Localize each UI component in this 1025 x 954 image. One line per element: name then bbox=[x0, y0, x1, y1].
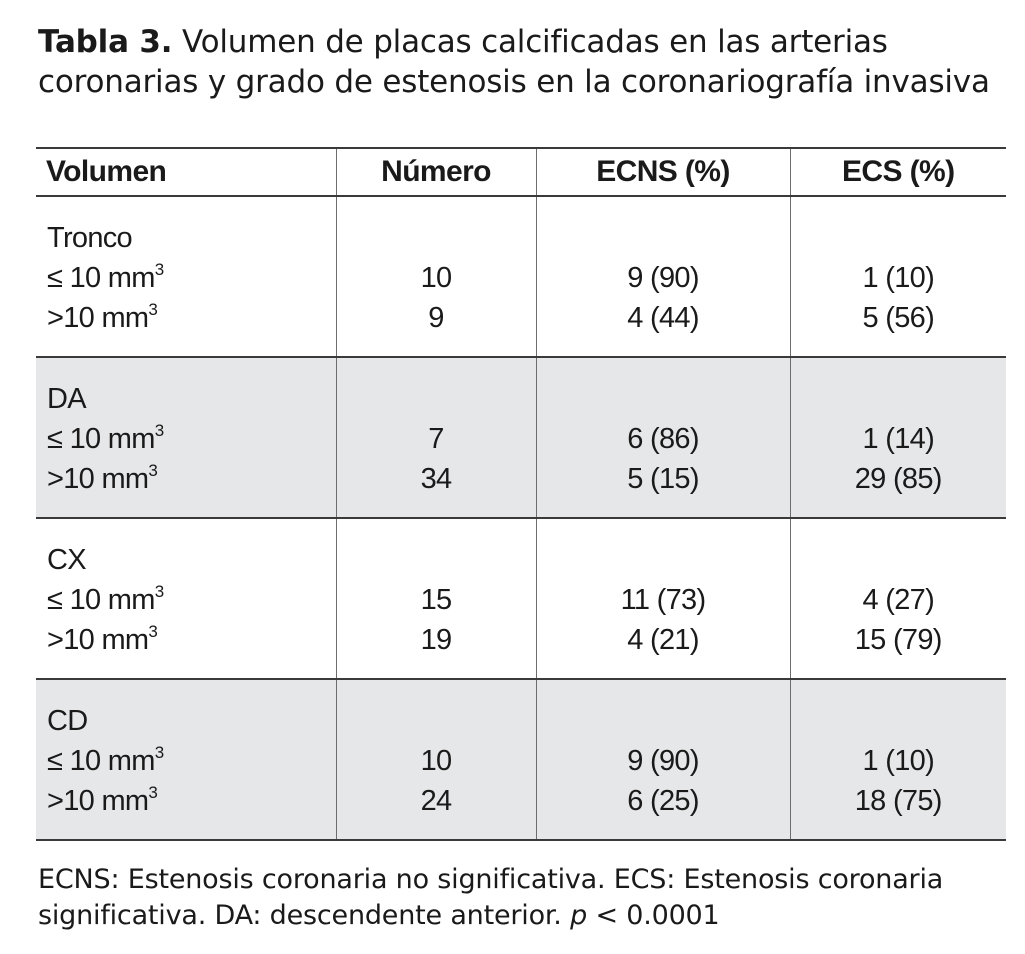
spacer-line bbox=[791, 701, 1007, 741]
cell-ecns bbox=[536, 357, 790, 518]
spacer-line bbox=[337, 218, 536, 258]
cell-ecs bbox=[790, 679, 1006, 840]
value-ecs: 18 (75) bbox=[854, 785, 942, 817]
table-body bbox=[36, 196, 1006, 840]
volume-exponent: 3 bbox=[148, 300, 158, 319]
value-numero: 9 bbox=[428, 302, 444, 334]
value-numero: 24 bbox=[420, 785, 452, 817]
cell-ecs bbox=[790, 518, 1006, 679]
volume-label bbox=[47, 781, 336, 821]
volume-label bbox=[47, 298, 336, 338]
spacer-line bbox=[791, 218, 1007, 258]
volume-label bbox=[47, 419, 336, 459]
spacer-line bbox=[337, 701, 536, 741]
volume-label bbox=[47, 620, 336, 660]
cell-volumen bbox=[36, 196, 336, 357]
value-ecs: 15 (79) bbox=[854, 624, 942, 656]
value-ecns: 9 (90) bbox=[627, 262, 699, 294]
cell-numero bbox=[336, 679, 536, 840]
volume-label bbox=[47, 741, 336, 781]
value-numero: 7 bbox=[428, 423, 444, 455]
volume-label bbox=[47, 580, 336, 620]
value-ecns: 11 (73) bbox=[620, 584, 706, 616]
value-numero: 10 bbox=[420, 745, 452, 777]
cell-ecns bbox=[536, 679, 790, 840]
value-ecs: 1 (14) bbox=[862, 423, 935, 455]
value-ecns: 6 (25) bbox=[627, 785, 699, 817]
table-group-row bbox=[36, 196, 1006, 357]
cell-volumen bbox=[36, 518, 336, 679]
header-numero: Número bbox=[336, 148, 536, 196]
value-ecs: 5 (56) bbox=[862, 302, 935, 334]
table-footnote bbox=[38, 862, 1013, 934]
volume-threshold: >10 mm bbox=[47, 463, 149, 495]
group-name: CD bbox=[47, 705, 88, 737]
volume-threshold: ≤ 10 mm bbox=[47, 584, 155, 616]
spacer-line bbox=[537, 540, 790, 580]
spacer-line bbox=[337, 540, 536, 580]
cell-ecns bbox=[536, 196, 790, 357]
table-group-row bbox=[36, 357, 1006, 518]
cell-volumen bbox=[36, 679, 336, 840]
value-ecs: 1 (10) bbox=[862, 745, 935, 777]
cell-volumen bbox=[36, 357, 336, 518]
spacer-line bbox=[537, 701, 790, 741]
value-ecs: 29 (85) bbox=[854, 463, 942, 495]
volume-threshold: ≤ 10 mm bbox=[47, 745, 155, 777]
table-header-row bbox=[36, 148, 1006, 196]
value-ecns: 6 (86) bbox=[627, 423, 699, 455]
value-ecns: 4 (21) bbox=[627, 624, 699, 656]
volume-exponent: 3 bbox=[148, 783, 158, 802]
value-numero: 34 bbox=[420, 463, 452, 495]
table-caption bbox=[38, 22, 1013, 102]
value-numero: 15 bbox=[420, 584, 452, 616]
value-numero: 19 bbox=[420, 624, 452, 656]
group-name: DA bbox=[47, 383, 86, 415]
header-volumen: Volumen bbox=[36, 148, 336, 196]
volume-threshold: >10 mm bbox=[47, 302, 149, 334]
volume-label bbox=[47, 258, 336, 298]
caption-label: Tabla 3. bbox=[38, 24, 173, 60]
volume-exponent: 3 bbox=[148, 461, 158, 480]
spacer-line bbox=[337, 379, 536, 419]
volume-exponent: 3 bbox=[154, 743, 164, 762]
volume-exponent: 3 bbox=[148, 622, 158, 641]
volume-threshold: ≤ 10 mm bbox=[47, 423, 155, 455]
footnote-p-symbol: p bbox=[570, 900, 588, 931]
value-ecns: 5 (15) bbox=[627, 463, 699, 495]
table-group-row bbox=[36, 679, 1006, 840]
volume-exponent: 3 bbox=[154, 421, 164, 440]
cell-numero bbox=[336, 196, 536, 357]
footnote-text: ECNS: Estenosis coronaria no significativa. ECS: Estenosis coronaria significativa. DA: descendente anterior. bbox=[38, 864, 944, 931]
value-ecns: 4 (44) bbox=[627, 302, 699, 334]
volume-exponent: 3 bbox=[154, 260, 164, 279]
caption-text: Volumen de placas calcificadas en las arterias coronarias y grado de estenosis en la coronariografía invasiva bbox=[38, 24, 990, 100]
spacer-line bbox=[791, 540, 1007, 580]
value-ecs: 4 (27) bbox=[862, 584, 935, 616]
cell-ecs bbox=[790, 196, 1006, 357]
spacer-line bbox=[791, 379, 1007, 419]
volume-threshold: >10 mm bbox=[47, 624, 149, 656]
cell-numero bbox=[336, 357, 536, 518]
value-ecs: 1 (10) bbox=[862, 262, 935, 294]
cell-numero bbox=[336, 518, 536, 679]
value-ecns: 9 (90) bbox=[627, 745, 699, 777]
volume-label bbox=[47, 459, 336, 499]
spacer-line bbox=[537, 379, 790, 419]
data-table-container bbox=[36, 147, 1006, 841]
footnote-p-value: < 0.0001 bbox=[595, 900, 720, 931]
spacer-line bbox=[537, 218, 790, 258]
group-name: CX bbox=[47, 544, 86, 576]
group-name: Tronco bbox=[47, 222, 132, 254]
header-ecns: ECNS (%) bbox=[536, 148, 790, 196]
cell-ecns bbox=[536, 518, 790, 679]
table-group-row bbox=[36, 518, 1006, 679]
data-table bbox=[36, 147, 1006, 841]
header-ecs: ECS (%) bbox=[790, 148, 1006, 196]
volume-threshold: ≤ 10 mm bbox=[47, 262, 155, 294]
volume-threshold: >10 mm bbox=[47, 785, 149, 817]
value-numero: 10 bbox=[420, 262, 452, 294]
volume-exponent: 3 bbox=[154, 582, 164, 601]
cell-ecs bbox=[790, 357, 1006, 518]
